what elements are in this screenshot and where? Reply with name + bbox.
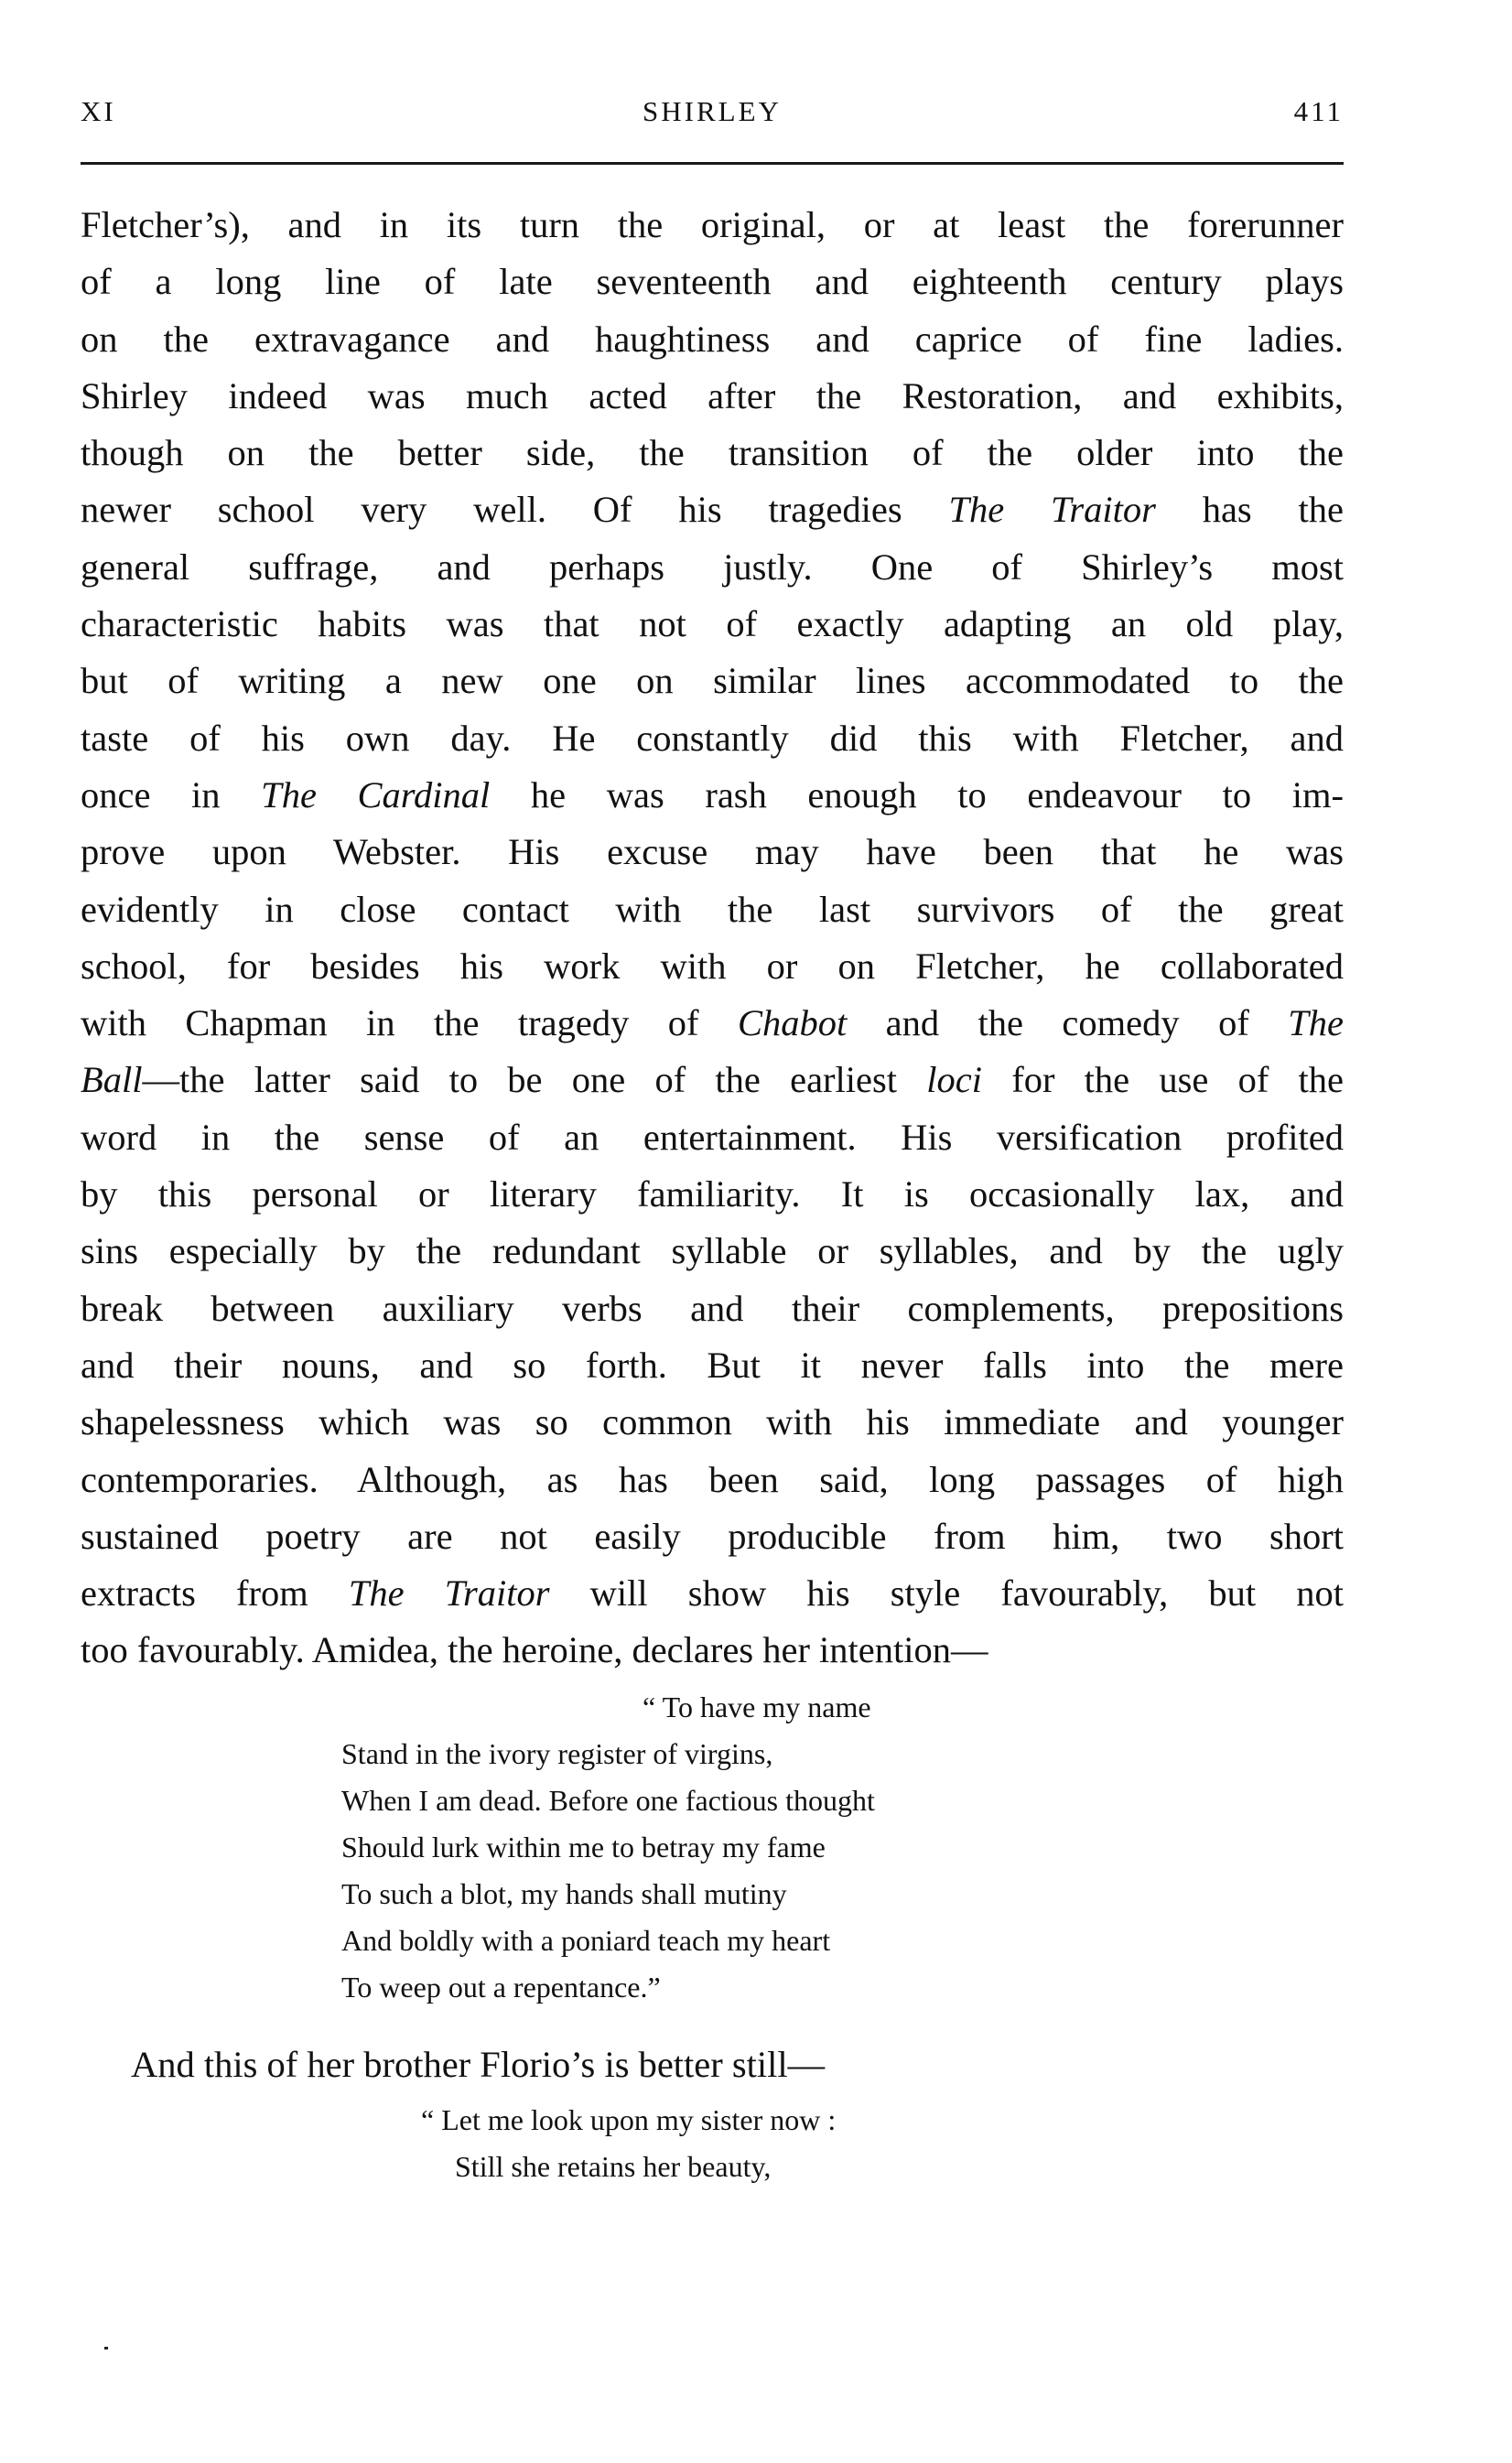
body-line [81, 1337, 1344, 1394]
body-line [81, 254, 1344, 310]
italic-title: The Cardinal [261, 773, 491, 816]
text-run: for the use of the [982, 1059, 1345, 1101]
text-run: Shirley indeed was much acted after the Restoration, and exhibits, [81, 374, 1344, 416]
body-line [81, 425, 1344, 481]
body-line [81, 710, 1344, 767]
verse-line: “ To have my name [643, 1691, 871, 1723]
text-run: newer school very well. Of his tragedies [81, 489, 949, 531]
verse-quotation-amidea [341, 1684, 875, 2011]
text-run: shapelessness which was so common with his immediate and younger [81, 1401, 1344, 1443]
text-run: contemporaries. Although, as has been said, long passages of high [81, 1458, 1344, 1500]
text-run: and their nouns, and so forth. But it never falls into the mere [81, 1344, 1344, 1386]
chapter-number: XI [81, 95, 116, 127]
text-run: has the [1155, 489, 1344, 531]
body-line [81, 481, 1344, 538]
body-line [81, 881, 1344, 938]
text-run: by this personal or literary familiarity. It is occasionally lax, and [81, 1173, 1344, 1215]
body-line [81, 311, 1344, 368]
body-line [81, 1452, 1344, 1508]
body-line [81, 1622, 1344, 1679]
body-line [81, 767, 1344, 824]
body-line [81, 1109, 1344, 1166]
body-line [81, 1052, 1344, 1108]
text-run: —the latter said to be one of the earliest [142, 1059, 927, 1101]
verse-line: “ Let me look upon my sister now : [421, 2103, 837, 2136]
text-run: evidently in close contact with the last survivors of the great [81, 888, 1344, 930]
text-run: school, for besides his work with or on Fletcher, he collaborated [81, 945, 1344, 987]
body-line [81, 596, 1344, 653]
body-line [81, 1508, 1344, 1565]
text-run: of a long line of late seventeenth and eighteenth century plays [81, 261, 1344, 303]
text-run: though on the better side, the transition of the older into the [81, 432, 1344, 474]
text-run: extracts from [81, 1572, 349, 1615]
body-line [81, 1394, 1344, 1451]
text-run: but of writing a new one on similar lines accommodated to the [81, 660, 1344, 702]
text-run: sins especially by the redundant syllable or syllables, and by the ugly [81, 1230, 1344, 1272]
verse-line: To such a blot, my hands shall mutiny [341, 1877, 787, 1910]
text-run: word in the sense of an entertainment. His versification profited [81, 1116, 1344, 1158]
text-run: he was rash enough to endeavour to im- [490, 773, 1344, 816]
italic-title: The Traitor [348, 1572, 550, 1615]
text-run: once in [81, 773, 262, 816]
text-run: sustained poetry are not easily producible from him, two short [81, 1515, 1344, 1557]
body-line [81, 653, 1344, 709]
page-number: 411 [1293, 95, 1344, 127]
body-line [81, 1166, 1344, 1223]
header-rule [81, 162, 1344, 165]
body-line [81, 368, 1344, 425]
italic-title: Ball [81, 1059, 143, 1101]
verse-line: To weep out a repentance.” [341, 1971, 661, 2004]
body-line [81, 1565, 1344, 1622]
body-line [81, 824, 1344, 880]
body-line [81, 1280, 1344, 1337]
running-head [81, 95, 1344, 135]
text-run: characteristic habits was that not of exactly adapting an old play, [81, 603, 1344, 645]
text-run: general suffrage, and perhaps justly. One of Shirley’s most [81, 546, 1344, 588]
text-run: break between auxiliary verbs and their complements, prepositions [81, 1287, 1344, 1329]
scan-speck [104, 2347, 108, 2350]
text-run: and the comedy of [847, 1002, 1289, 1044]
verse-line: Should lurk within me to betray my fame [341, 1831, 826, 1863]
verse-line: Stand in the ivory register of virgins, [341, 1737, 773, 1770]
body-line [81, 938, 1344, 995]
text-run: on the extravagance and haughtiness and caprice of fine ladies. [81, 318, 1344, 360]
text-run: Fletcher’s), and in its turn the original, or at least the forerunner [81, 204, 1344, 245]
body-line [81, 995, 1344, 1052]
verse-line: Still she retains her beauty, [455, 2150, 772, 2183]
text-run: prove upon Webster. His excuse may have been that he was [81, 831, 1344, 873]
running-title: SHIRLEY [643, 95, 782, 127]
text-run: taste of his own day. He constantly did this with Fletcher, and [81, 717, 1344, 759]
verse-line: And boldly with a poniard teach my heart [341, 1924, 831, 1957]
body-line [81, 539, 1344, 596]
verse-quotation-florio [421, 2097, 836, 2190]
italic-title: The [1288, 1002, 1344, 1044]
body-paragraph [81, 197, 1344, 1680]
body-line [81, 1223, 1344, 1280]
text-run: too favourably. Amidea, the heroine, declares her intention— [81, 1629, 988, 1671]
italic-title: The Traitor [948, 489, 1156, 531]
verse-line: When I am dead. Before one factious thought [341, 1784, 875, 1817]
body-line [81, 197, 1344, 254]
text-run: will show his style favourably, but not [549, 1572, 1345, 1615]
transition-sentence: And this of her brother Florio’s is better still— [131, 2044, 826, 2085]
italic-title: loci [926, 1059, 982, 1101]
text-run: with Chapman in the tragedy of [81, 1002, 738, 1044]
italic-title: Chabot [737, 1002, 848, 1044]
